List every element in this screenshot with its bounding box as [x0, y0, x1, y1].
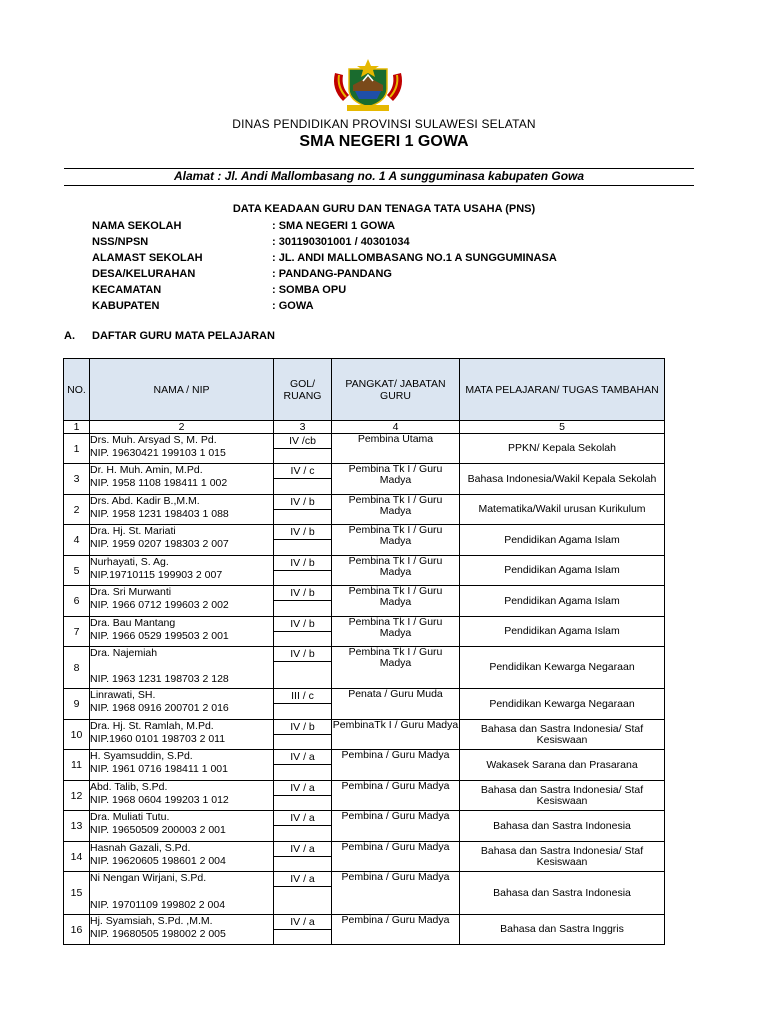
rank-grade: IV / b [274, 720, 331, 735]
subject-duty: Pendidikan Kewarga Negaraan [460, 647, 665, 689]
rank-grade: IV / a [274, 811, 331, 826]
teacher-nip: NIP. 1961 0716 198411 1 001 [90, 763, 228, 775]
table-row [64, 842, 665, 872]
teacher-table [63, 358, 665, 945]
subject-duty: Bahasa Indonesia/Wakil Kepala Sekolah [460, 464, 665, 495]
position-title: Pembina Tk I / Guru Madya [332, 586, 460, 617]
section-letter: A. [64, 330, 75, 342]
table-row [64, 464, 665, 495]
position-title: Pembina Tk I / Guru Madya [332, 556, 460, 586]
position-title: Pembina Tk I / Guru Madya [332, 525, 460, 556]
column-number: 4 [332, 421, 460, 434]
subject-duty: Pendidikan Agama Islam [460, 617, 665, 647]
header-rule-bottom [64, 185, 694, 186]
header-gol: GOL/ RUANG [274, 359, 332, 421]
table-row [64, 689, 665, 720]
teacher-nip: NIP.1960 0101 198703 2 011 [90, 733, 226, 745]
table-row [64, 586, 665, 617]
teacher-name-cell [90, 556, 274, 586]
teacher-nip: NIP. 1963 1231 198703 2 128 [90, 673, 229, 685]
rank-grade: IV / a [274, 915, 331, 930]
teacher-name-cell [90, 586, 274, 617]
info-row [92, 250, 557, 266]
table-row [64, 525, 665, 556]
position-title: Pembina / Guru Madya [332, 811, 460, 842]
header-rank: PANGKAT/ JABATAN GURU [332, 359, 460, 421]
rank-grade: IV / b [274, 556, 331, 571]
row-number: 15 [64, 872, 90, 915]
position-title: Penata / Guru Muda [332, 689, 460, 720]
subject-duty: Bahasa dan Sastra Inggris [460, 915, 665, 945]
teacher-name-cell [90, 781, 274, 811]
row-number: 16 [64, 915, 90, 945]
school-info [92, 218, 557, 314]
rank-grade: IV / b [274, 495, 331, 510]
teacher-nip: NIP. 19630421 199103 1 015 [90, 447, 226, 459]
header-subject: MATA PELAJARAN/ TUGAS TAMBAHAN [460, 359, 665, 421]
teacher-name: Hasnah Gazali, S.Pd. [90, 842, 191, 854]
document-title: DATA KEADAAN GURU DAN TENAGA TATA USAHA (PNS) [232, 203, 536, 215]
info-value: : SOMBA OPU [272, 284, 347, 296]
info-row [92, 266, 557, 282]
teacher-name: Linrawati, SH. [90, 689, 156, 701]
teacher-nip: NIP. 19680505 198002 2 005 [90, 928, 226, 940]
provincial-emblem-logo [329, 55, 407, 115]
header-name: NAMA / NIP [90, 359, 274, 421]
rank-grade: IV / b [274, 647, 331, 662]
rank-grade-cell [274, 495, 332, 525]
rank-grade: IV /cb [274, 434, 331, 449]
teacher-name: Dra. Hj. St. Mariati [90, 525, 176, 537]
subject-duty: Wakasek Sarana dan Prasarana [460, 750, 665, 781]
teacher-name-cell [90, 811, 274, 842]
row-number: 9 [64, 689, 90, 720]
teacher-nip: NIP. 1959 0207 198303 2 007 [90, 538, 229, 550]
subject-duty: Pendidikan Agama Islam [460, 556, 665, 586]
teacher-name-cell [90, 647, 274, 689]
table-row [64, 617, 665, 647]
info-value: : GOWA [272, 300, 314, 312]
teacher-name-cell [90, 434, 274, 464]
agency-name: DINAS PENDIDIKAN PROVINSI SULAWESI SELATAN [232, 117, 536, 131]
info-label: KABUPATEN [92, 300, 160, 312]
teacher-name-cell [90, 525, 274, 556]
teacher-name-cell [90, 720, 274, 750]
rank-grade-cell [274, 915, 332, 945]
rank-grade-cell [274, 781, 332, 811]
info-value: : SMA NEGERI 1 GOWA [272, 220, 396, 232]
header-no: NO. [64, 359, 90, 421]
row-number: 14 [64, 842, 90, 872]
rank-grade: IV / b [274, 586, 331, 601]
subject-duty: Pendidikan Agama Islam [460, 525, 665, 556]
info-label: NSS/NPSN [92, 236, 149, 248]
school-address: Alamat : Jl. Andi Mallombasang no. 1 A sungguminasa kabupaten Gowa [173, 169, 585, 183]
row-number: 12 [64, 781, 90, 811]
position-title: Pembina / Guru Madya [332, 842, 460, 872]
teacher-nip: NIP. 19620605 198601 2 004 [90, 855, 226, 867]
teacher-nip: NIP. 1958 1231 198403 1 088 [90, 508, 229, 520]
section-heading [64, 330, 275, 342]
subject-duty: Bahasa dan Sastra Indonesia/ Staf Kesiswaan [460, 781, 665, 811]
teacher-name: Dr. H. Muh. Amin, M.Pd. [90, 464, 203, 476]
info-value: : JL. ANDI MALLOMBASANG NO.1 A SUNGGUMINASA [272, 252, 557, 264]
row-number: 3 [64, 464, 90, 495]
rank-grade-cell [274, 842, 332, 872]
teacher-name-cell [90, 750, 274, 781]
column-number: 5 [460, 421, 665, 434]
row-number: 2 [64, 495, 90, 525]
table-row [64, 750, 665, 781]
position-title: Pembina / Guru Madya [332, 781, 460, 811]
rank-grade: IV / b [274, 617, 331, 632]
subject-duty: Bahasa dan Sastra Indonesia [460, 872, 665, 915]
info-row [92, 218, 557, 234]
info-row [92, 234, 557, 250]
teacher-name-cell [90, 495, 274, 525]
teacher-nip: NIP. 19701109 199802 2 004 [90, 899, 226, 911]
info-value: : PANDANG-PANDANG [272, 268, 392, 280]
teacher-name: Dra. Najemiah [90, 647, 158, 659]
subject-duty: Pendidikan Kewarga Negaraan [460, 689, 665, 720]
teacher-name: Drs. Abd. Kadir B.,M.M. [90, 495, 200, 507]
table-row [64, 495, 665, 525]
table-row [64, 434, 665, 464]
rank-grade: IV / a [274, 750, 331, 765]
info-row [92, 282, 557, 298]
rank-grade: III / c [274, 689, 331, 704]
column-number: 3 [274, 421, 332, 434]
teacher-name: Abd. Talib, S.Pd. [90, 781, 168, 793]
teacher-name: Drs. Muh. Arsyad S, M. Pd. [90, 434, 217, 446]
rank-grade-cell [274, 689, 332, 720]
teacher-name: Hj. Syamsiah, S.Pd. ,M.M. [90, 915, 213, 927]
info-label: ALAMAST SEKOLAH [92, 252, 203, 264]
rank-grade-cell [274, 556, 332, 586]
teacher-nip: NIP. 1958 1108 198411 1 002 [90, 477, 228, 489]
rank-grade-cell [274, 720, 332, 750]
school-name: SMA NEGERI 1 GOWA [299, 133, 469, 150]
teacher-name: Dra. Hj. St. Ramlah, M.Pd. [90, 720, 214, 732]
teacher-nip: NIP. 19650509 200003 2 001 [90, 824, 226, 836]
teacher-nip: NIP. 1966 0712 199603 2 002 [90, 599, 229, 611]
row-number: 8 [64, 647, 90, 689]
table-header-row [64, 359, 665, 421]
position-title: Pembina Tk I / Guru Madya [332, 647, 460, 689]
rank-grade: IV / a [274, 842, 331, 857]
position-title: Pembina / Guru Madya [332, 750, 460, 781]
row-number: 13 [64, 811, 90, 842]
teacher-name-cell [90, 842, 274, 872]
row-number: 5 [64, 556, 90, 586]
table-row [64, 811, 665, 842]
teacher-name: H. Syamsuddin, S.Pd. [90, 750, 193, 762]
column-number: 1 [64, 421, 90, 434]
teacher-nip: NIP.19710115 199903 2 007 [90, 569, 223, 581]
teacher-name: Dra. Muliati Tutu. [90, 811, 170, 823]
rank-grade-cell [274, 586, 332, 617]
table-row [64, 647, 665, 689]
position-title: Pembina / Guru Madya [332, 915, 460, 945]
column-number-row [64, 421, 665, 434]
position-title: Pembina / Guru Madya [332, 872, 460, 915]
subject-duty: Bahasa dan Sastra Indonesia/ Staf Kesiswaan [460, 720, 665, 750]
info-label: NAMA SEKOLAH [92, 220, 182, 232]
position-title: Pembina Utama [332, 434, 460, 464]
teacher-name-cell [90, 689, 274, 720]
info-row [92, 298, 557, 314]
info-value: : 301190301001 / 40301034 [272, 236, 410, 248]
teacher-name: Dra. Sri Murwanti [90, 586, 172, 598]
info-label: DESA/KELURAHAN [92, 268, 196, 280]
rank-grade-cell [274, 750, 332, 781]
position-title: PembinaTk I / Guru Madya [332, 720, 460, 750]
teacher-name-cell [90, 464, 274, 495]
column-number: 2 [90, 421, 274, 434]
row-number: 10 [64, 720, 90, 750]
info-label: KECAMATAN [92, 284, 162, 296]
teacher-nip: NIP. 1968 0604 199203 1 012 [90, 794, 229, 806]
rank-grade-cell [274, 525, 332, 556]
teacher-name: Dra. Bau Mantang [90, 617, 176, 629]
rank-grade: IV / a [274, 872, 331, 887]
subject-duty: Bahasa dan Sastra Indonesia [460, 811, 665, 842]
rank-grade: IV / b [274, 525, 331, 540]
position-title: Pembina Tk I / Guru Madya [332, 617, 460, 647]
subject-duty: Pendidikan Agama Islam [460, 586, 665, 617]
subject-duty: Bahasa dan Sastra Indonesia/ Staf Kesiswaan [460, 842, 665, 872]
rank-grade-cell [274, 434, 332, 464]
table-row [64, 872, 665, 915]
position-title: Pembina Tk I / Guru Madya [332, 464, 460, 495]
row-number: 6 [64, 586, 90, 617]
rank-grade-cell [274, 617, 332, 647]
rank-grade-cell [274, 464, 332, 495]
table-row [64, 781, 665, 811]
rank-grade-cell [274, 647, 332, 689]
teacher-name-cell [90, 617, 274, 647]
row-number: 7 [64, 617, 90, 647]
rank-grade-cell [274, 872, 332, 915]
teacher-nip: NIP. 1968 0916 200701 2 016 [90, 702, 229, 714]
subject-duty: Matematika/Wakil urusan Kurikulum [460, 495, 665, 525]
position-title: Pembina Tk I / Guru Madya [332, 495, 460, 525]
teacher-name: Nurhayati, S. Ag. [90, 556, 169, 568]
table-row [64, 915, 665, 945]
table-row [64, 720, 665, 750]
row-number: 4 [64, 525, 90, 556]
teacher-name: Ni Nengan Wirjani, S.Pd. [90, 872, 207, 884]
rank-grade-cell [274, 811, 332, 842]
teacher-name-cell [90, 872, 274, 915]
row-number: 1 [64, 434, 90, 464]
subject-duty: PPKN/ Kepala Sekolah [460, 434, 665, 464]
teacher-name-cell [90, 915, 274, 945]
table-row [64, 556, 665, 586]
section-title: DAFTAR GURU MATA PELAJARAN [92, 330, 275, 342]
rank-grade: IV / c [274, 464, 331, 479]
row-number: 11 [64, 750, 90, 781]
teacher-nip: NIP. 1966 0529 199503 2 001 [90, 630, 229, 642]
rank-grade: IV / a [274, 781, 331, 796]
